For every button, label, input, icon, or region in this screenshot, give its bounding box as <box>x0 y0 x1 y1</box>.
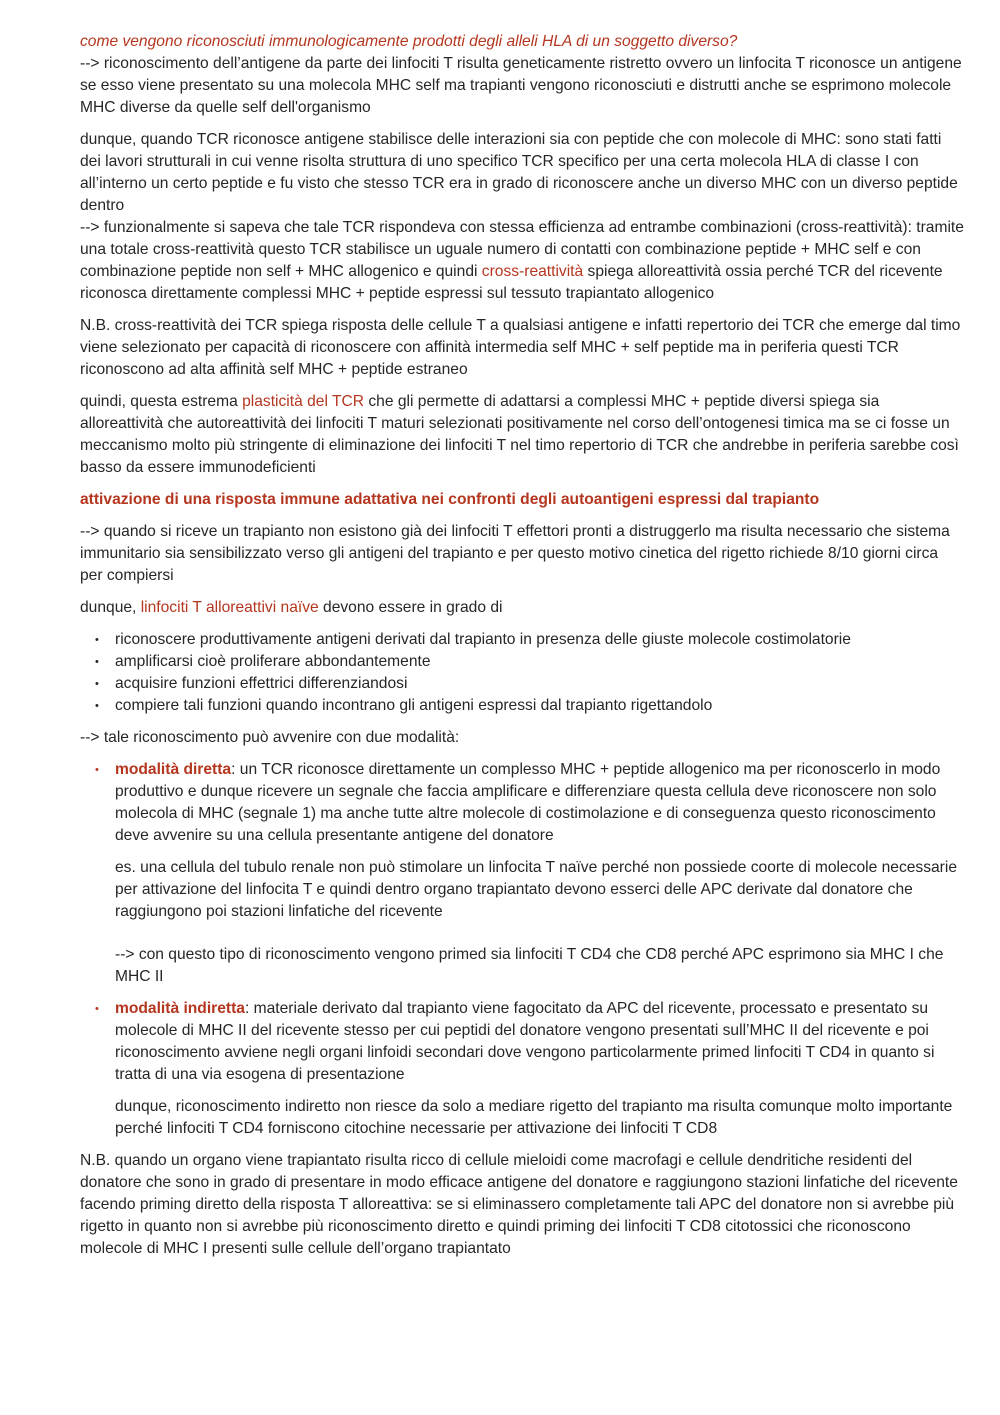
list-item-indirect: • modalità indiretta: materiale derivato dal trapianto viene fagocitato da APC del ricevente, processato e presentato su molecole di MHC II del ricevente stesso per cui peptidi del donatore vengono presentati sull’MHC II del ricevente e poi riconoscimento avviene negli organi linfoidi secondari dove vengono particolarmente primed linfociti T CD4 in quanto si tratta di una via esogena di presentazione <box>80 998 964 1086</box>
paragraph-genetic-restriction: --> riconoscimento dell’antigene da parte dei linfociti T risulta geneticamente ristretto ovvero un linfocita T riconosce un antigene se esso viene presentato su una molecola MHC self ma trapianti vengono riconosciuti e distrutti anche se esprimono molecole MHC diverse da quelle self dell'organismo <box>80 55 962 116</box>
paragraph-nb-tcr-repertoire: N.B. cross-reattività dei TCR spiega risposta delle cellule T a qualsiasi antigene e infatti repertorio dei TCR che emerge dal timo viene selezionato per capacità di riconoscere con affinità intermedia self MHC + self peptide ma in periferia questi TCR riconoscono ad alta affinità self MHC + peptide estraneo <box>80 317 961 378</box>
term-modalita-diretta: modalità diretta <box>115 761 232 778</box>
list-item: • acquisire funzioni effettrici differenziandosi <box>80 673 964 695</box>
paragraph-indirect-note: dunque, riconoscimento indiretto non riesce da solo a mediare rigetto del trapianto ma risulta comunque molto importante perché linfociti T CD4 forniscono citochine necessarie per attivazione dei linfociti T CD8 <box>115 1098 953 1137</box>
section-heading-activation: attivazione di una risposta immune adattativa nei confronti degli autoantigeni espressi dal trapianto <box>80 491 820 508</box>
term-plasticita-tcr: plasticità del TCR <box>242 393 365 410</box>
list-item: • riconoscere produttivamente antigeni derivati dal trapianto in presenza delle giuste molecole costimolatorie <box>80 629 964 651</box>
paragraph-rejection-kinetics: --> quando si riceve un trapianto non esistono già dei linfociti T effettori pronti a distruggerlo ma risulta necessario che sistema immunitario sia sensibilizzato verso gli antigeni del trapianto e per questo motivo cinetica del rigetto richiede 8/10 giorni circa per compiersi <box>80 523 950 584</box>
paragraph-tcr-plasticity: quindi, questa estrema plasticità del TCR che gli permette di adattarsi a complessi MHC + peptide diversi spiega sia alloreattività che autoreattività dei linfociti T maturi selezionati positivamente nel corso dell’ontogenesi timica ma se ci fosse un meccanismo molto più stringente di eliminazione dei linfociti T nel timo repertorio di TCR che andrebbe in periferia sarebbe così basso da essere immunodeficienti <box>80 393 959 476</box>
paragraph-cross-reactivity: --> funzionalmente si sapeva che tale TCR rispondeva con stessa efficienza ad entrambe combinazioni (cross-reattività): tramite una totale cross-reattività questo TCR stabilisce un uguale numero di contatti con combinazione peptide + MHC self e con combinazione peptide non self + MHC allogenico e quindi cross-reattività spiega alloreattività ossia perché TCR del ricevente riconosca direttamente complessi MHC + peptide espressi sul tessuto trapiantato allogenico <box>80 219 964 302</box>
list-item-direct: • modalità diretta: un TCR riconosce direttamente un complesso MHC + peptide allogenico ma per riconoscerlo in modo produttivo e dunque ricevere un segnale che faccia amplificare e differenziare questa cellula deve riconoscere non solo molecola di MHC (segnale 1) ma anche tutte altre molecole di costimolazione e di conseguenza questo riconoscimento deve avvenire su una cellula presentante antigene del donatore <box>80 759 964 847</box>
modalities-list <box>80 759 964 847</box>
modalities-list-2 <box>80 998 964 1086</box>
paragraph-two-modalities: --> tale riconoscimento può avvenire con due modalità: <box>80 729 460 746</box>
term-cross-reattivita: cross-reattività <box>481 263 584 280</box>
paragraph-direct-note: --> con questo tipo di riconoscimento vengono primed sia linfociti T CD4 che CD8 perché APC esprimono sia MHC I che MHC II <box>115 946 944 985</box>
term-linfociti-naive: linfociti T alloreattivi naïve <box>140 599 319 616</box>
paragraph-nb-donor-apc: N.B. quando un organo viene trapiantato risulta ricco di cellule mieloidi come macrofagi e cellule dendritiche residenti del donatore che sono in grado di presentare in modo efficace antigene del donatore e raggiungono stazioni linfatiche del ricevente facendo priming diretto della risposta T alloreattiva: se si eliminassero completamente tali APC del donatore non si avrebbe più rigetto in quanto non si avrebbe più riconoscimento diretto e quindi priming dei linfociti T CD8 citotossici che riconoscono molecole di MHC I presenti sulle cellule dell’organo trapiantato <box>80 1152 958 1257</box>
paragraph-naive-requirements: dunque, linfociti T alloreattivi naïve devono essere in grado di <box>80 599 503 616</box>
list-item: • compiere tali funzioni quando incontrano gli antigeni espressi dal trapianto rigettandolo <box>80 695 964 717</box>
document-page <box>80 31 964 1260</box>
requirements-list <box>80 629 964 717</box>
list-item: • amplificarsi cioè proliferare abbondantemente <box>80 651 964 673</box>
paragraph-direct-example: es. una cellula del tubulo renale non può stimolare un linfocita T naïve perché non possiede coorte di molecole necessarie per attivazione del linfocita T e quindi dentro organo trapiantato devono esserci delle APC derivate dal donatore che raggiungono poi stazioni linfatiche del ricevente <box>115 859 958 920</box>
term-modalita-indiretta: modalità indiretta <box>115 1000 245 1017</box>
paragraph-tcr-structure: dunque, quando TCR riconosce antigene stabilisce delle interazioni sia con peptide che con molecole di MHC: sono stati fatti dei lavori strutturali in cui venne risolta struttura di uno specifico TCR specifico per una certa molecola HLA di classe I con all’interno un certo peptide e fu visto che stesso TCR era in grado di riconoscere anche un diverso MHC con un diverso peptide dentro <box>80 131 958 214</box>
question-heading: come vengono riconosciuti immunologicamente prodotti degli alleli HLA di un soggetto diverso? <box>80 33 738 50</box>
